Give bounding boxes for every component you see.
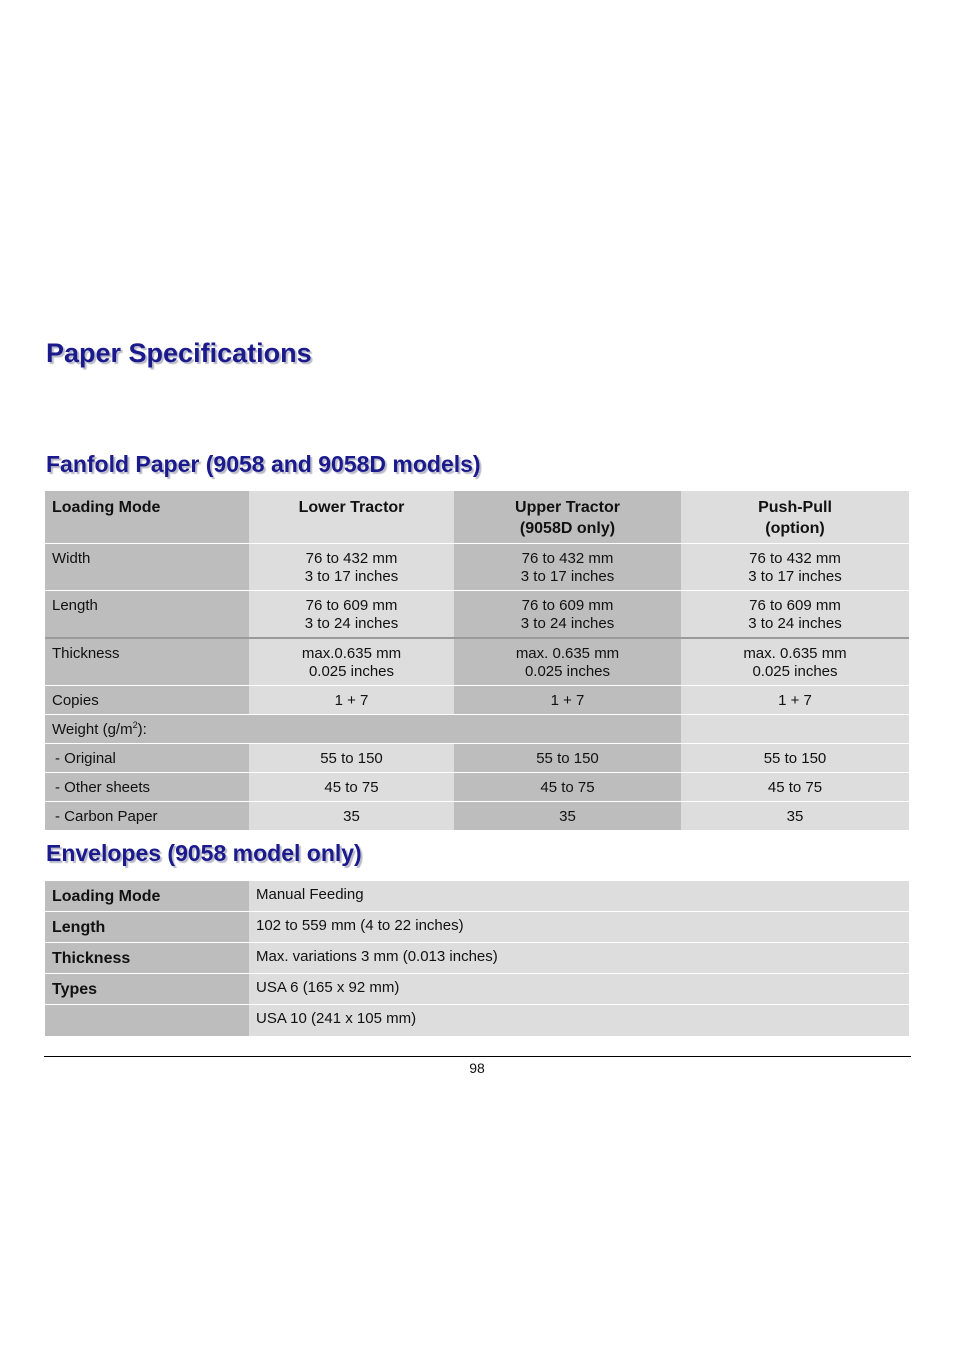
header-upper-tractor [454, 491, 681, 543]
cell-line: 3 to 17 inches [304, 567, 399, 585]
page-title: Paper Specifications [46, 338, 312, 368]
table-row [45, 714, 909, 743]
cell-line: 3 to 24 inches [520, 614, 615, 632]
cell [454, 590, 681, 638]
envelopes-table [45, 880, 909, 1036]
cell-line: 3 to 24 inches [304, 614, 399, 632]
table-row [45, 772, 909, 801]
cell: 45 to 75 [249, 772, 454, 801]
header-upper-tractor-line1: Upper Tractor [515, 499, 620, 516]
page-number: 98 [469, 1060, 485, 1076]
weight-label: Weight (g/m [52, 720, 133, 738]
cell [681, 543, 909, 590]
cell-line: 76 to 609 mm [749, 596, 841, 614]
cell-line: 76 to 609 mm [521, 596, 614, 614]
env-label-loading-mode: Loading Mode [45, 881, 249, 912]
cell [249, 543, 454, 590]
header-push-pull [681, 491, 909, 543]
header-push-pull-line1: Push-Pull [758, 499, 832, 516]
table-row [45, 1005, 909, 1036]
env-value: USA 10 (241 x 105 mm) [249, 1005, 909, 1036]
fanfold-header-row [45, 491, 909, 543]
cell: 1 + 7 [681, 685, 909, 714]
cell [454, 638, 681, 686]
cell-line: max. 0.635 mm [743, 644, 847, 662]
cell-line: 76 to 432 mm [521, 549, 614, 567]
table-row [45, 590, 909, 638]
cell [681, 638, 909, 686]
table-row [45, 881, 909, 912]
fanfold-table [45, 491, 909, 830]
cell-line: max. 0.635 mm [515, 644, 620, 662]
cell: 55 to 150 [681, 743, 909, 772]
envelopes-heading: Envelopes (9058 model only) [46, 840, 362, 866]
env-label-length: Length [45, 912, 249, 943]
cell-line: 76 to 432 mm [749, 549, 841, 567]
cell: 1 + 7 [249, 685, 454, 714]
row-label-thickness: Thickness [45, 638, 249, 686]
cell: 45 to 75 [681, 772, 909, 801]
env-label-empty [45, 1005, 249, 1036]
header-push-pull-line2: (option) [765, 520, 825, 537]
row-label-length: Length [45, 590, 249, 638]
table-row [45, 543, 909, 590]
cell: 45 to 75 [454, 772, 681, 801]
cell [454, 543, 681, 590]
cell-line: 76 to 432 mm [305, 549, 398, 567]
fanfold-heading: Fanfold Paper (9058 and 9058D models) [46, 451, 481, 477]
row-label-weight [45, 714, 681, 743]
cell [681, 590, 909, 638]
table-row [45, 638, 909, 686]
env-value: Manual Feeding [249, 881, 909, 912]
cell [681, 714, 909, 743]
table-row [45, 974, 909, 1005]
row-label-original: - Original [45, 743, 249, 772]
cell-line: max.0.635 mm [301, 644, 402, 662]
env-value: 102 to 559 mm (4 to 22 inches) [249, 912, 909, 943]
table-row [45, 685, 909, 714]
table-row [45, 801, 909, 830]
env-value: USA 6 (165 x 92 mm) [249, 974, 909, 1005]
row-label-other-sheets: - Other sheets [45, 772, 249, 801]
cell-line: 0.025 inches [524, 662, 611, 680]
row-label-carbon-paper: - Carbon Paper [45, 801, 249, 830]
cell-line: 76 to 609 mm [305, 596, 398, 614]
cell: 35 [681, 801, 909, 830]
cell: 55 to 150 [249, 743, 454, 772]
cell-line: 3 to 24 inches [748, 614, 842, 632]
footer-divider [44, 1056, 911, 1057]
row-label-width: Width [45, 543, 249, 590]
cell: 55 to 150 [454, 743, 681, 772]
cell [249, 590, 454, 638]
table-row [45, 743, 909, 772]
header-lower-tractor: Lower Tractor [249, 491, 454, 543]
table-row [45, 912, 909, 943]
cell: 35 [249, 801, 454, 830]
env-value: Max. variations 3 mm (0.013 inches) [249, 943, 909, 974]
cell-line: 3 to 17 inches [748, 567, 842, 585]
header-loading-mode: Loading Mode [45, 491, 249, 543]
env-label-thickness: Thickness [45, 943, 249, 974]
cell [249, 638, 454, 686]
weight-label-sup: 2 [132, 719, 138, 730]
header-upper-tractor-line2: (9058D only) [519, 520, 616, 537]
cell-line: 0.025 inches [308, 662, 395, 680]
cell-line: 3 to 17 inches [520, 567, 615, 585]
row-label-copies: Copies [45, 685, 249, 714]
cell-line: 0.025 inches [752, 662, 838, 680]
weight-label-end: ): [137, 720, 147, 738]
cell: 35 [454, 801, 681, 830]
cell: 1 + 7 [454, 685, 681, 714]
table-row [45, 943, 909, 974]
env-label-types: Types [45, 974, 249, 1005]
